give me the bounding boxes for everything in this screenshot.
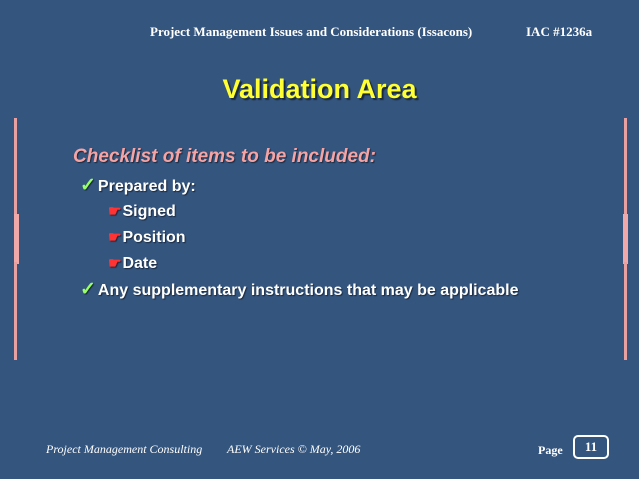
right-decorative-rule-top — [624, 118, 627, 218]
sub-bullet-date — [108, 254, 157, 274]
slide-subtitle: Checklist of items to be included: — [73, 146, 376, 167]
check-mark-icon: ✓ — [80, 279, 96, 300]
sub-bullet-label: Signed — [122, 203, 176, 220]
header-code: IAC #1236a — [526, 24, 593, 39]
bullet-label: Prepared by: — [97, 178, 196, 195]
pointing-hand-icon: ☛ — [108, 203, 122, 220]
left-decorative-rule-middle — [14, 214, 19, 264]
sub-bullet-label: Date — [122, 255, 158, 272]
sub-bullet-signed — [108, 202, 176, 222]
footer-company: Project Management Consulting — [46, 442, 203, 456]
header-title: Project Management Issues and Considerations (Issacons) — [150, 24, 473, 39]
sub-bullet-label: Position — [122, 229, 186, 246]
slide-title: Validation Area — [222, 74, 417, 104]
sub-bullet-position — [108, 228, 186, 248]
pointing-hand-icon: ☛ — [108, 255, 122, 272]
left-decorative-rule-bottom — [14, 262, 17, 360]
left-decorative-rule-top — [14, 118, 17, 218]
bullet-supplementary-instructions — [80, 280, 518, 301]
footer-page-label: Page — [538, 443, 563, 457]
pointing-hand-icon: ☛ — [108, 229, 122, 246]
bullet-label: Any supplementary instructions that may be applicable — [97, 282, 519, 299]
right-decorative-rule-middle — [623, 214, 628, 264]
footer-copyright: AEW Services © May, 2006 — [227, 442, 361, 456]
page-number-badge: 11 — [573, 435, 609, 459]
bullet-prepared-by — [80, 176, 196, 197]
check-mark-icon: ✓ — [80, 175, 96, 196]
right-decorative-rule-bottom — [624, 262, 627, 360]
